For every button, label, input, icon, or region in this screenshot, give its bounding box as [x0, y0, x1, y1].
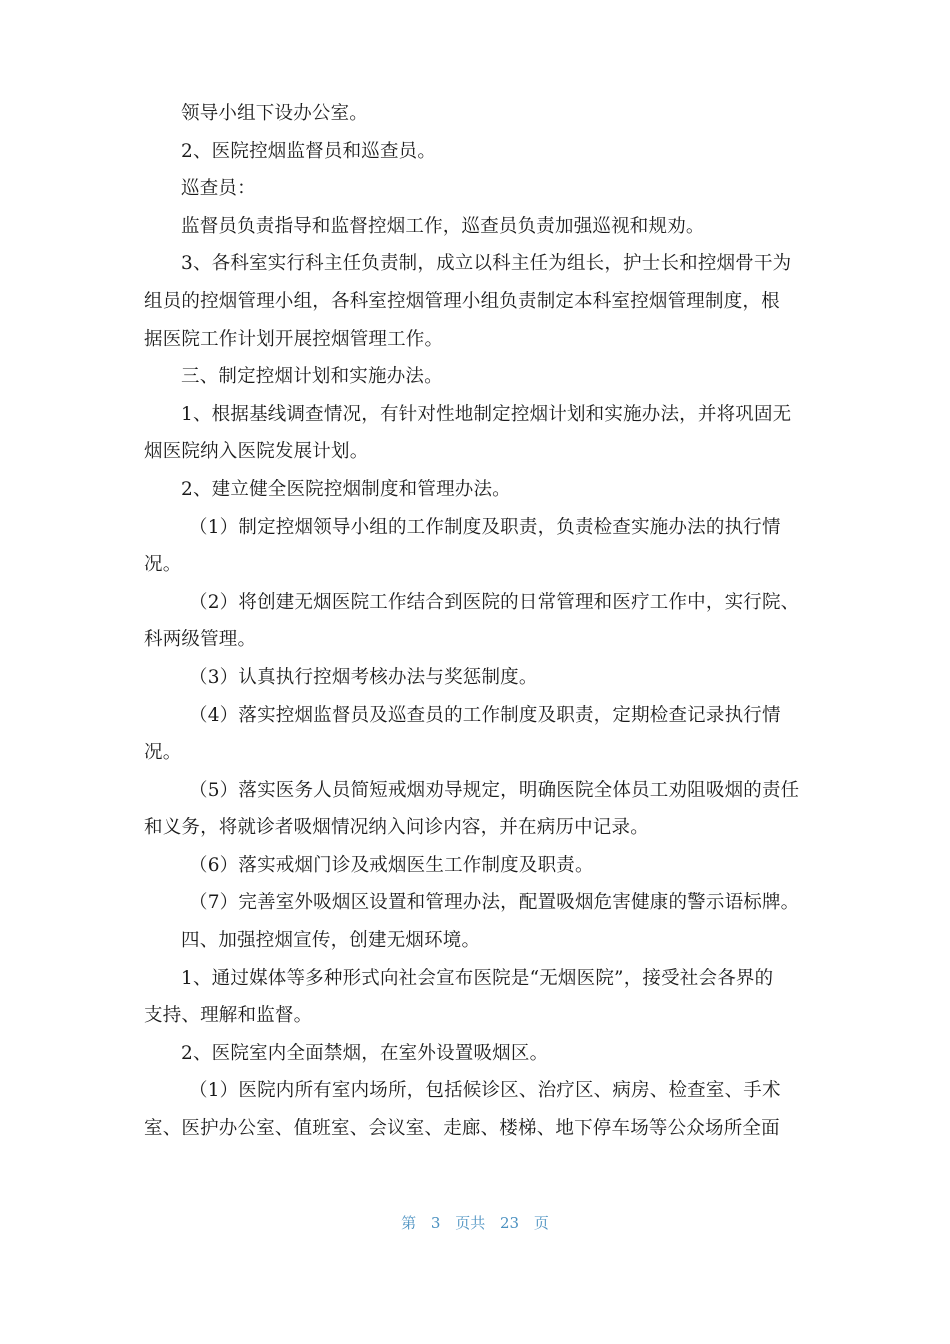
footer-suffix: 页 [533, 1214, 549, 1232]
text-line: （2）将创建无烟医院工作结合到医院的日常管理和医疗工作中，实行院、 [189, 591, 800, 613]
text-line: （5）落实医务人员简短戒烟劝导规定，明确医院全体员工劝阻吸烟的责任 [189, 779, 800, 801]
text-line: 2、建立健全医院控烟制度和管理办法。 [181, 478, 511, 500]
text-line: 况。 [144, 742, 182, 764]
text-line: （4）落实控烟监督员及巡查员的工作制度及职责，定期检查记录执行情 [189, 704, 781, 726]
text-line: 2、医院控烟监督员和巡查员。 [181, 140, 437, 162]
page-footer [0, 1212, 950, 1233]
text-line: 科两级管理。 [144, 629, 257, 651]
document-body [144, 95, 808, 1148]
text-line: 四、加强控烟宣传，创建无烟环境。 [181, 930, 481, 952]
text-line: 3、各科室实行科主任负责制，成立以科主任为组长，护士长和控烟骨干为 [181, 253, 792, 275]
text-line: 况。 [144, 554, 182, 576]
text-line: 烟医院纳入医院发展计划。 [144, 441, 369, 463]
text-line: （3）认真执行控烟考核办法与奖惩制度。 [189, 666, 538, 688]
text-line: （7）完善室外吸烟区设置和管理办法，配置吸烟危害健康的警示语标牌。 [189, 892, 800, 914]
text-line: （1）制定控烟领导小组的工作制度及职责，负责检查实施办法的执行情 [189, 516, 781, 538]
text-line: 1、通过媒体等多种形式向社会宣布医院是“无烟医院”，接受社会各界的 [181, 967, 774, 989]
text-line: （6）落实戒烟门诊及戒烟医生工作制度及职责。 [189, 854, 594, 876]
text-line: 2、医院室内全面禁烟，在室外设置吸烟区。 [181, 1042, 549, 1064]
text-line: 据医院工作计划开展控烟管理工作。 [144, 328, 444, 350]
text-line: 1、根据基线调查情况，有针对性地制定控烟计划和实施办法，并将巩固无 [181, 403, 792, 425]
text-line: 支持、理解和监督。 [144, 1005, 313, 1027]
footer-mid: 页共 [455, 1214, 486, 1232]
current-page-number: 3 [430, 1214, 441, 1232]
text-line: （1）医院内所有室内场所，包括候诊区、治疗区、病房、检查室、手术 [189, 1080, 781, 1102]
text-line: 三、制定控烟计划和实施办法。 [181, 366, 443, 388]
text-line: 组员的控烟管理小组，各科室控烟管理小组负责制定本科室控烟管理制度，根 [144, 290, 780, 312]
text-line: 监督员负责指导和监督控烟工作，巡查员负责加强巡视和规劝。 [181, 215, 705, 237]
text-line: 室、医护办公室、值班室、会议室、走廊、楼梯、地下停车场等公众场所全面 [144, 1118, 780, 1140]
text-line: 和义务，将就诊者吸烟情况纳入问诊内容，并在病历中记录。 [144, 817, 649, 839]
total-pages-number: 23 [500, 1214, 520, 1232]
text-line: 领导小组下设办公室。 [181, 103, 369, 124]
footer-prefix: 第 [401, 1214, 417, 1232]
text-line: 巡查员： [181, 178, 256, 200]
